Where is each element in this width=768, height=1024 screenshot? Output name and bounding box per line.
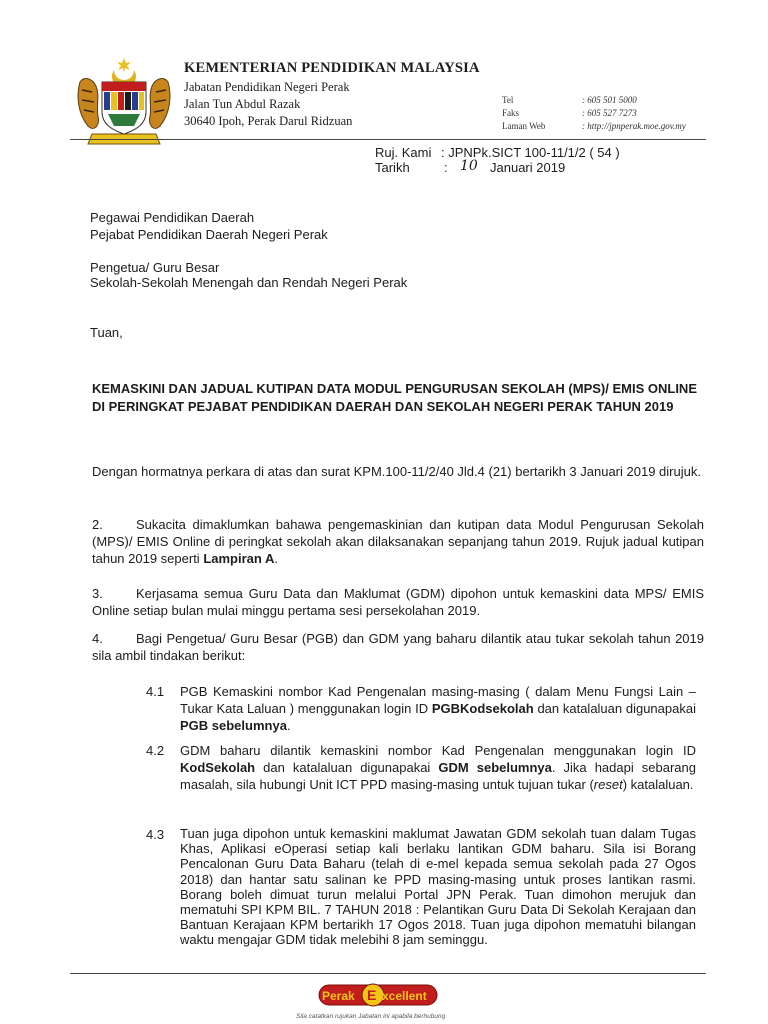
paragraph-3 [92,585,704,619]
date-colon: : [444,160,448,175]
salutation: Tuan, [90,325,123,340]
fax-label: Faks [502,108,520,118]
paragraph-2-end: . [274,551,278,566]
reference-label: Ruj. Kami [375,145,432,160]
item-4-3-text: Tuan juga dipohon untuk kemaskini maklumat Jawatan GDM sekolah tuan dalam Tugas Khas, Aplikasi eOperasi setiap kali berlaku lantikan GDM baharu. Sila isi Borang Pencalonan Guru Data Baharu (telah di e-mel kepada semua sekolah pada 27 Ogos 2018) dan hantar satu salinan ke PPD masing-masing untuk proses lantikan rasmi. Borang boleh dimuat turun melalui Portal JPN Perak. Tuan dimohon merujuk dan mematuhi SPI KPM BIL. 7 TAHUN 2018 : Pelantikan Guru Data Di Sekolah Kerajaan dan Bantuan Kerajaan KPM bertarikh 17 Ogos 2018. Tuan juga dipohon mematuhi bilangan waktu mengajar GDM tidak melebihi 8 jam seminggu. [180,826,696,948]
department-name: Jabatan Pendidikan Negeri Perak [184,80,350,94]
date-month-year: Januari 2019 [490,160,566,175]
item-4-2-text [180,742,696,793]
paragraph-3-number: 3. [92,586,103,601]
paragraph-2-number: 2. [92,517,103,532]
item-4-2-part-c: dan katalaluan digunapakai [263,760,431,775]
tel-value: : 605 501 5000 [582,95,637,105]
street-address: Jalan Tun Abdul Razak [184,97,301,111]
web-value: : http://jpnperak.moe.gov.my [582,121,686,131]
recipient-2-schools: Sekolah-Sekolah Menengah dan Rendah Negeri Perak [90,275,408,290]
intro-paragraph: Dengan hormatnya perkara di atas dan surat KPM.100-11/2/40 Jld.4 (21) bertarikh 3 Januari 2019 dirujuk. [92,464,701,479]
logo-text-e: E [367,987,377,1003]
item-4-2-login-id: KodSekolah [180,760,256,775]
logo-text-xcellent: xcellent [382,989,427,1003]
paragraph-3-text: Kerjasama semua Guru Data dan Maklumat (GDM) dipohon untuk kemaskini data MPS/ EMIS Online setiap bulan mulai minggu pertama sesi persekolahan 2019. [92,586,704,618]
tel-label: Tel [502,95,514,105]
item-4-2-number: 4.2 [146,743,165,758]
city-address: 30640 Ipoh, Perak Darul Ridzuan [184,114,353,128]
paragraph-4-text: Bagi Pengetua/ Guru Besar (PGB) dan GDM yang baharu dilantik atau tukar sekolah tahun 2019 sila ambil tindakan berikut: [92,631,704,663]
lampiran-a-ref: Lampiran A [203,551,275,566]
item-4-1-number: 4.1 [146,684,165,699]
date-label: Tarikh [375,160,410,175]
footer-tagline: Sila catatkan rujukan Jabatan ini apabila berhubung [296,1013,446,1020]
item-4-1-end: . [286,718,291,733]
paragraph-4-number: 4. [92,631,103,646]
item-4-3-number: 4.3 [146,827,165,842]
web-label: Laman Web [502,121,546,131]
header-divider [70,139,706,140]
paragraph-2 [92,516,704,567]
item-4-1-part-c: dan katalaluan digunapakai [537,701,696,716]
item-4-2-part-e: ) katalaluan. [622,777,694,792]
reference-number: : JPNPk.SICT 100-11/1/2 ( 54 ) [441,145,620,160]
item-4-2-part-d: . Jika hadapi sebarang masalah, sila hubungi Unit ICT PPD masing-masing untuk tujuan tukar ( [180,760,696,792]
item-4-2-previous-gdm: GDM sebelumnya [438,760,552,775]
item-4-2-reset: reset [593,777,623,792]
item-4-1-login-id: PGBKodsekolah [431,701,534,716]
item-4-1-part-a: PGB Kemaskini nombor Kad Pengenalan masing-masing ( dalam Menu Fungsi Lain – Tukar Kata Laluan ) menggunakan login ID [180,684,696,716]
recipient-1-title: Pegawai Pendidikan Daerah [90,210,255,225]
item-4-1-text [180,683,696,734]
item-4-2-part-a: GDM baharu dilantik kemaskini nombor Kad Pengenalan menggunakan login ID [180,743,696,758]
perak-excellent-logo [318,982,438,1008]
item-4-1-previous-pgb: PGB sebelumnya [180,718,287,733]
date-day-handwritten: 10 [460,158,478,174]
coat-of-arms-logo [74,56,174,148]
ministry-name: KEMENTERIAN PENDIDIKAN MALAYSIA [184,60,480,76]
recipient-2-title: Pengetua/ Guru Besar [90,260,220,275]
letter-subject: KEMASKINI DAN JADUAL KUTIPAN DATA MODUL PENGURUSAN SEKOLAH (MPS)/ EMIS ONLINE DI PERINGKAT PEJABAT PENDIDIKAN DAERAH DAN SEKOLAH NEGERI PERAK TAHUN 2019 [92,381,697,414]
logo-text-perak: Perak [322,989,355,1003]
recipient-1-office: Pejabat Pendidikan Daerah Negeri Perak [90,227,328,242]
footer-divider [70,973,706,974]
paragraph-2-text: Sukacita dimaklumkan bahawa pengemaskinian dan kutipan data Modul Pengurusan Sekolah (MPS)/ EMIS Online di peringkat sekolah akan dilaksanakan sepanjang tahun 2019. Rujuk jadual kutipan tahun 2019 seperti [92,517,704,566]
fax-value: : 605 527 7273 [582,108,637,118]
paragraph-4 [92,630,704,664]
